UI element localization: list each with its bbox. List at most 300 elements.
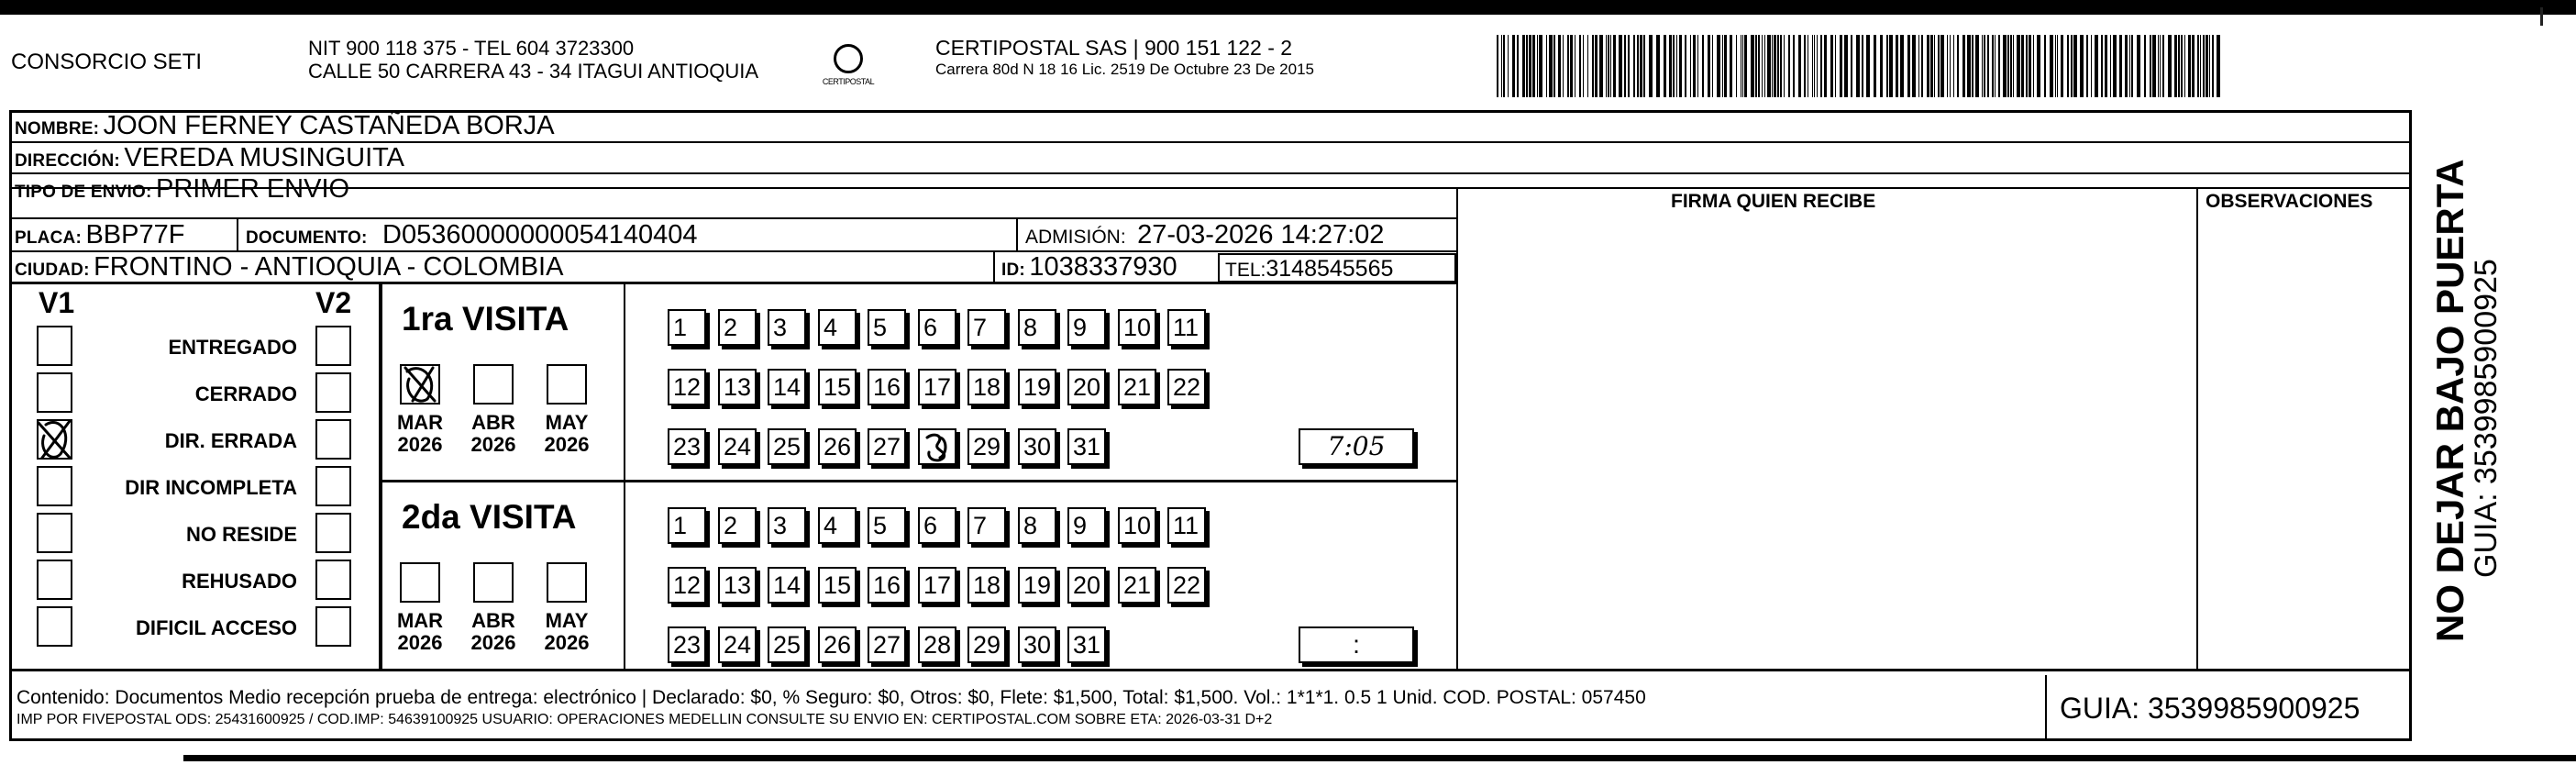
day-box[interactable]: 22 <box>1167 369 1206 405</box>
barcode-bar <box>1874 35 1876 97</box>
barcode-bar <box>2026 35 2028 97</box>
barcode-bar <box>1673 35 1675 97</box>
visit-title: 2da VISITA <box>402 498 577 536</box>
barcode-bar <box>1640 35 1642 97</box>
month-label <box>461 610 525 654</box>
barcode-bar <box>1777 35 1779 97</box>
month-year: 2026 <box>470 631 516 654</box>
barcode-bar <box>1497 35 1498 97</box>
barcode-bar <box>1570 35 1573 97</box>
barcode-bar <box>1930 35 1933 97</box>
barcode-bar <box>2091 35 2092 97</box>
delivery-form-frame <box>9 110 2412 741</box>
observaciones-header: OBSERVACIONES <box>2206 191 2373 212</box>
barcode-bar <box>1558 35 1561 97</box>
barcode-bar <box>1889 35 1893 97</box>
impresion-line: IMP POR FIVEPOSTAL ODS: 25431600925 / COD.IMP: 54639100925 USUARIO: OPERACIONES MEDELLIN CONSULTE SU ENVIO EN: CERTIPOSTAL.COM SOBRE ETA: 2026-03-31 D+2 <box>17 712 1273 727</box>
barcode <box>1497 35 2230 97</box>
day-box[interactable]: 5 <box>868 309 906 346</box>
barcode-bar <box>1984 35 1985 97</box>
barcode-bar <box>1772 35 1773 97</box>
nit-line: NIT 900 118 375 - TEL 604 3723300 <box>308 37 635 60</box>
barcode-bar <box>1774 35 1776 97</box>
barcode-bar <box>1767 35 1771 97</box>
reason-label: DIFICIL ACCESO <box>135 616 297 639</box>
barcode-bar <box>1549 35 1553 97</box>
barcode-bar <box>1840 35 1842 97</box>
placa-value: BBP77F <box>85 220 185 249</box>
month-label <box>535 412 599 456</box>
placa-label: PLACA: <box>15 228 82 248</box>
company-name: CONSORCIO SETI <box>11 50 203 74</box>
barcode-bar <box>1982 35 1983 97</box>
reason-label: DIR INCOMPLETA <box>125 476 297 499</box>
day-box[interactable]: 10 <box>1118 309 1156 346</box>
barcode-bar <box>1856 35 1860 97</box>
barcode-bar <box>2197 35 2199 97</box>
barcode-bar <box>2095 35 2098 97</box>
barcode-bar <box>1992 35 1994 97</box>
admision-label: ADMISIÓN: <box>1025 227 1126 248</box>
barcode-bar <box>1844 35 1848 97</box>
v2-checkbox[interactable] <box>315 513 351 553</box>
day-box[interactable]: 17 <box>918 369 956 405</box>
barcode-bar <box>1907 35 1910 97</box>
barcode-bar <box>2125 35 2128 97</box>
day-box[interactable]: 1 <box>668 507 706 544</box>
day-box[interactable]: 23 <box>668 626 706 663</box>
barcode-bar <box>1987 35 1989 97</box>
barcode-bar <box>1526 35 1528 97</box>
barcode-bar <box>1624 35 1626 97</box>
barcode-bar <box>1975 35 1979 97</box>
barcode-bar <box>1563 35 1564 97</box>
barcode-bar <box>2188 35 2191 97</box>
v1-checkbox[interactable] <box>37 513 72 553</box>
rule <box>379 282 382 671</box>
rule <box>1016 217 1018 250</box>
month-name: MAR <box>396 609 444 632</box>
direccion-field <box>15 145 404 172</box>
reason-label: REHUSADO <box>182 570 297 593</box>
guia-number: GUIA: 3539985900925 <box>2060 692 2360 725</box>
barcode-bar <box>2033 35 2034 97</box>
barcode-bar <box>1962 35 1965 97</box>
rule <box>624 282 625 671</box>
barcode-bar <box>2137 35 2140 97</box>
contenido-line: Contenido: Documentos Medio recepción prueba de entrega: electrónico | Declarado: $0, % Seguro: $0, Otros: $0, Flete: $1,500, Total: $1,500. Vol.: 1*1*1. 0.5 1 Unid. COD. POSTAL: 057450 <box>17 687 1646 708</box>
firma-header: FIRMA QUIEN RECIBE <box>1671 191 1876 212</box>
company-nit-block <box>308 37 758 101</box>
barcode-bar <box>2203 35 2205 97</box>
time-box[interactable]: 7:05 <box>1299 428 1414 465</box>
certipostal-logo <box>816 40 880 99</box>
barcode-bar <box>1608 35 1609 97</box>
barcode-bar <box>2178 35 2180 97</box>
barcode-bar <box>1957 35 1959 97</box>
month-year: 2026 <box>397 433 443 456</box>
barcode-bar <box>1804 35 1806 97</box>
day-box[interactable]: 24 <box>718 626 757 663</box>
day-box[interactable]: 26 <box>818 428 857 465</box>
barcode-bar <box>1880 35 1883 97</box>
barcode-bar <box>2029 35 2031 97</box>
certipostal-address: Carrera 80d N 18 16 Lic. 2519 De Octubre 23 De 2015 <box>935 61 1314 78</box>
rule <box>381 480 1458 482</box>
barcode-bar <box>1820 35 1822 97</box>
visit-title: 1ra VISITA <box>402 300 569 338</box>
day-box[interactable]: 15 <box>818 369 857 405</box>
reason-label: CERRADO <box>194 382 297 405</box>
logo-emblem-icon <box>834 44 863 73</box>
day-box[interactable]: 30 <box>1018 428 1056 465</box>
day-box[interactable]: 6 <box>918 507 956 544</box>
month-label <box>535 610 599 654</box>
barcode-bar <box>1938 35 1940 97</box>
day-box[interactable]: 19 <box>1018 567 1056 604</box>
day-box[interactable]: 21 <box>1118 369 1156 405</box>
day-box[interactable]: 14 <box>768 369 806 405</box>
barcode-bar <box>1814 35 1815 97</box>
barcode-bar <box>2113 35 2117 97</box>
barcode-bar <box>2101 35 2103 97</box>
barcode-bar <box>2174 35 2177 97</box>
barcode-bar <box>2073 35 2077 97</box>
barcode-bar <box>1508 35 1509 97</box>
barcode-bar <box>1995 35 1996 97</box>
day-box[interactable]: 3 <box>768 507 806 544</box>
barcode-bar <box>1824 35 1827 97</box>
day-box[interactable]: 25 <box>768 428 806 465</box>
barcode-bar <box>1918 35 1919 97</box>
day-box[interactable]: 9 <box>1067 309 1106 346</box>
barcode-bar <box>1503 35 1505 97</box>
barcode-bar <box>2152 35 2156 97</box>
barcode-bar <box>1529 35 1531 97</box>
barcode-bar <box>2071 35 2073 97</box>
barcode-bar <box>1501 35 1502 97</box>
barcode-bar <box>1927 35 1929 97</box>
day-box[interactable]: 25 <box>768 626 806 663</box>
barcode-bar <box>2168 35 2172 97</box>
barcode-bar <box>1830 35 1833 97</box>
barcode-bar <box>1967 35 1971 97</box>
barcode-bar <box>2206 35 2208 97</box>
day-box[interactable]: 8 <box>1018 309 1056 346</box>
certipostal-nit: CERTIPOSTAL SAS | 900 151 122 - 2 <box>935 36 1293 60</box>
barcode-bar <box>2144 35 2146 97</box>
barcode-bar <box>1788 35 1790 97</box>
day-box[interactable]: 15 <box>818 567 857 604</box>
day-box[interactable]: 4 <box>818 507 857 544</box>
ciudad-label: CIUDAD: <box>15 261 90 280</box>
barcode-bar <box>1708 35 1710 97</box>
day-box[interactable]: 2 <box>718 309 757 346</box>
barcode-bar <box>1676 35 1677 97</box>
day-box[interactable]: 23 <box>668 428 706 465</box>
barcode-bar <box>1592 35 1594 97</box>
barcode-bar <box>1679 35 1682 97</box>
day-box[interactable]: 12 <box>668 369 706 405</box>
barcode-bar <box>1730 35 1732 97</box>
day-box[interactable]: 29 <box>967 428 1006 465</box>
barcode-bar <box>1722 35 1723 97</box>
barcode-bar <box>1619 35 1622 97</box>
barcode-bar <box>2057 35 2058 97</box>
barcode-bar <box>1896 35 1898 97</box>
day-box[interactable]: 22 <box>1167 567 1206 604</box>
v2-checkbox[interactable] <box>315 372 351 413</box>
barcode-bar <box>2061 35 2063 97</box>
barcode-bar <box>2119 35 2122 97</box>
certipostal-block <box>935 37 1314 101</box>
month-year: 2026 <box>397 631 443 654</box>
placa-field <box>15 222 184 249</box>
v2-checkbox[interactable] <box>315 606 351 647</box>
barcode-bar <box>1812 35 1813 97</box>
barcode-bar <box>1912 35 1916 97</box>
rule <box>9 172 2412 174</box>
v2-checkbox[interactable] <box>315 419 351 460</box>
barcode-bar <box>1587 35 1588 97</box>
month-checkbox[interactable] <box>473 562 514 603</box>
barcode-bar <box>1950 35 1951 97</box>
barcode-bar <box>1690 35 1691 97</box>
day-box[interactable]: 14 <box>768 567 806 604</box>
barcode-bar <box>1736 35 1737 97</box>
v2-checkbox[interactable] <box>315 326 351 366</box>
barcode-bar <box>1724 35 1727 97</box>
barcode-bar <box>1866 35 1870 97</box>
rule <box>9 187 2412 189</box>
barcode-bar <box>1546 35 1547 97</box>
barcode-bar <box>1685 35 1686 97</box>
reason-label: ENTREGADO <box>168 336 297 359</box>
barcode-bar <box>1817 35 1818 97</box>
corner-mark <box>2540 7 2543 26</box>
barcode-bar <box>2086 35 2088 97</box>
day-box[interactable]: 18 <box>967 567 1006 604</box>
barcode-bar <box>1643 35 1645 97</box>
barcode-bar <box>1656 35 1660 97</box>
barcode-bar <box>1649 35 1653 97</box>
barcode-bar <box>2105 35 2107 97</box>
bottom-border-bar <box>183 755 2576 761</box>
barcode-bar <box>2200 35 2201 97</box>
barcode-bar <box>1835 35 1836 97</box>
admision-value: 27-03-2026 14:27:02 <box>1137 220 1385 249</box>
barcode-bar <box>1610 35 1611 97</box>
barcode-bar <box>2080 35 2084 97</box>
barcode-bar <box>1664 35 1666 97</box>
rule <box>237 217 238 250</box>
handwritten-x-mark <box>33 417 77 463</box>
barcode-bar <box>2209 35 2210 97</box>
day-box[interactable]: 11 <box>1167 309 1206 346</box>
day-box[interactable]: 4 <box>818 309 857 346</box>
reason-label: DIR. ERRADA <box>164 429 297 452</box>
barcode-bar <box>2037 35 2040 97</box>
barcode-bar <box>2044 35 2046 97</box>
barcode-bar <box>2181 35 2183 97</box>
barcode-bar <box>1599 35 1603 97</box>
barcode-bar <box>2007 35 2009 97</box>
month-checkbox[interactable] <box>547 562 587 603</box>
day-box[interactable]: 9 <box>1067 507 1106 544</box>
day-box[interactable]: 16 <box>868 369 906 405</box>
day-box[interactable]: 13 <box>718 567 757 604</box>
barcode-bar <box>2150 35 2151 97</box>
barcode-bar <box>1947 35 1948 97</box>
id-field <box>1001 254 1177 281</box>
rule <box>993 250 995 283</box>
day-box[interactable]: 16 <box>868 567 906 604</box>
day-box[interactable]: 8 <box>1018 507 1056 544</box>
day-box[interactable]: 5 <box>868 507 906 544</box>
barcode-bar <box>2013 35 2014 97</box>
month-checkbox[interactable] <box>547 364 587 405</box>
barcode-bar <box>2160 35 2161 97</box>
v1-checkbox[interactable] <box>37 606 72 647</box>
day-box[interactable]: 3 <box>768 309 806 346</box>
day-box[interactable]: 27 <box>868 428 906 465</box>
nombre-field <box>15 113 555 139</box>
ciudad-field <box>15 254 563 281</box>
barcode-bar <box>2003 35 2007 97</box>
barcode-bar <box>2017 35 2020 97</box>
day-box[interactable]: 7 <box>967 507 1006 544</box>
id-value: 1038337930 <box>1029 252 1177 282</box>
barcode-bar <box>2010 35 2012 97</box>
month-checkbox[interactable] <box>473 364 514 405</box>
barcode-bar <box>2055 35 2056 97</box>
v1-header: V1 <box>39 286 75 319</box>
logo-caption: CERTIPOSTAL <box>822 77 875 86</box>
v1-checkbox[interactable] <box>37 466 72 506</box>
barcode-bar <box>1762 35 1763 97</box>
barcode-bar <box>1517 35 1519 97</box>
rule <box>9 669 2412 671</box>
day-box[interactable]: 19 <box>1018 369 1056 405</box>
barcode-bar <box>2162 35 2164 97</box>
day-box[interactable]: 17 <box>918 567 956 604</box>
day-box[interactable]: 11 <box>1167 507 1206 544</box>
barcode-bar <box>1798 35 1801 97</box>
barcode-bar <box>2158 35 2159 97</box>
day-box[interactable]: 7 <box>967 309 1006 346</box>
barcode-bar <box>2129 35 2130 97</box>
day-box[interactable]: 30 <box>1018 626 1056 663</box>
barcode-bar <box>1921 35 1923 97</box>
month-name: MAY <box>545 609 589 632</box>
handwritten-day-mark <box>920 430 955 463</box>
rule <box>1456 187 1458 671</box>
day-box[interactable]: 27 <box>868 626 906 663</box>
day-box[interactable]: 31 <box>1067 626 1106 663</box>
month-checkbox[interactable] <box>400 562 440 603</box>
direccion-label: DIRECCIÓN: <box>15 151 120 171</box>
day-box[interactable]: 26 <box>818 626 857 663</box>
ciudad-value: FRONTINO - ANTIOQUIA - COLOMBIA <box>94 252 564 282</box>
barcode-bar <box>1669 35 1672 97</box>
address-line: CALLE 50 CARRERA 43 - 34 ITAGUI ANTIOQUIA <box>308 60 759 83</box>
documento-label: DOCUMENTO: <box>246 228 368 248</box>
barcode-bar <box>1712 35 1713 97</box>
day-box[interactable]: 20 <box>1067 369 1106 405</box>
rule <box>9 217 1458 219</box>
rule <box>2196 187 2198 671</box>
v2-checkbox[interactable] <box>315 466 351 506</box>
day-box[interactable]: 21 <box>1118 567 1156 604</box>
v1-checkbox[interactable] <box>37 326 72 366</box>
v1-checkbox[interactable] <box>37 372 72 413</box>
barcode-bar <box>1579 35 1581 97</box>
month-year: 2026 <box>544 631 590 654</box>
barcode-bar <box>1595 35 1598 97</box>
no-dejar-bajo-puerta: NO DEJAR BAJO PUERTA <box>2428 159 2471 642</box>
barcode-bar <box>1742 35 1743 97</box>
direccion-value: VEREDA MUSINGUITA <box>124 143 405 172</box>
id-label: ID: <box>1001 261 1025 280</box>
barcode-bar <box>1702 35 1704 97</box>
documento-field <box>246 222 698 249</box>
barcode-bar <box>2110 35 2111 97</box>
barcode-bar <box>1583 35 1584 97</box>
day-box[interactable]: 24 <box>718 428 757 465</box>
barcode-bar <box>2050 35 2053 97</box>
v1-checkbox[interactable] <box>37 560 72 600</box>
tipo-envio-label: TIPO DE ENVIO: <box>15 183 152 202</box>
day-box[interactable]: 13 <box>718 369 757 405</box>
day-box[interactable]: 1 <box>668 309 706 346</box>
nombre-value: JOON FERNEY CASTAÑEDA BORJA <box>103 111 555 140</box>
barcode-bar <box>1998 35 2000 97</box>
day-box[interactable]: 18 <box>967 369 1006 405</box>
time-box[interactable]: : <box>1299 626 1414 663</box>
barcode-bar <box>1628 35 1630 97</box>
barcode-bar <box>1717 35 1720 97</box>
v2-header: V2 <box>315 286 352 319</box>
day-box[interactable]: 29 <box>967 626 1006 663</box>
day-box[interactable]: 31 <box>1067 428 1106 465</box>
day-box[interactable]: 10 <box>1118 507 1156 544</box>
barcode-bar <box>1532 35 1535 97</box>
barcode-bar <box>1553 35 1555 97</box>
month-name: MAY <box>545 411 589 434</box>
day-box[interactable]: 6 <box>918 309 956 346</box>
reason-label: NO RESIDE <box>185 523 297 546</box>
barcode-bar <box>1940 35 1944 97</box>
barcode-bar <box>1793 35 1795 97</box>
month-name: MAR <box>396 411 444 434</box>
barcode-bar <box>1744 35 1747 97</box>
day-box[interactable]: 20 <box>1067 567 1106 604</box>
barcode-bar <box>1953 35 1954 97</box>
day-box[interactable]: 12 <box>668 567 706 604</box>
v2-checkbox[interactable] <box>315 560 351 600</box>
day-box[interactable]: 28 <box>918 626 956 663</box>
month-year: 2026 <box>470 433 516 456</box>
barcode-bar <box>1764 35 1765 97</box>
side-guia: GUIA: 3539985900925 <box>2469 259 2504 578</box>
barcode-bar <box>1972 35 1973 97</box>
barcode-bar <box>1512 35 1515 97</box>
admision-field <box>1025 222 1384 249</box>
day-box[interactable]: 2 <box>718 507 757 544</box>
month-label <box>388 412 452 456</box>
barcode-bar <box>1758 35 1760 97</box>
month-label <box>388 610 452 654</box>
